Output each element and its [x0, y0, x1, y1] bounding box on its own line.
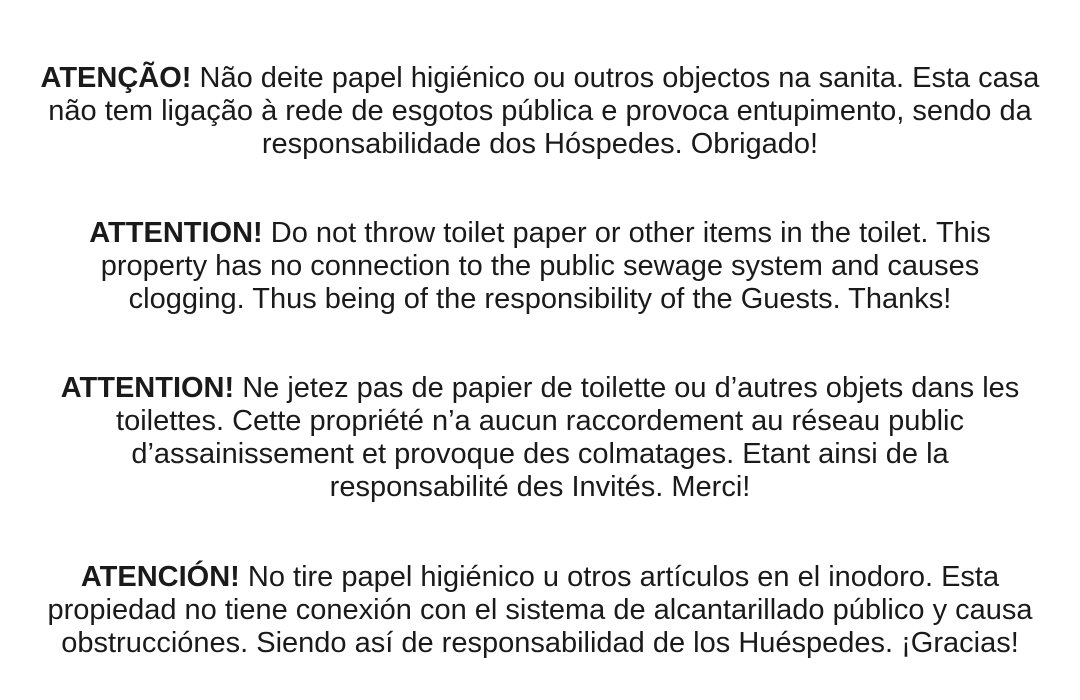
- notice-line: [41, 62, 1040, 95]
- notice-heading: ATTENTION!: [89, 217, 263, 249]
- notice-heading: ATENCIÓN!: [80, 561, 240, 593]
- notice-line: não tem ligação à rede de esgotos pública e provoca entupimento, sendo da: [48, 95, 1032, 127]
- notice-line: [89, 217, 990, 250]
- notice-line: clogging. Thus being of the responsibility of the Guests. Thanks!: [128, 283, 952, 315]
- notice-text: Não deite papel higiénico ou outros objectos na sanita. Esta casa: [191, 62, 1040, 94]
- notice-text: Ne jetez pas de papier de toilette ou d’autres objets dans les: [234, 372, 1020, 404]
- notice-line: responsabilité des Invités. Merci!: [329, 471, 751, 503]
- notice-french: [61, 372, 1020, 504]
- notice-line: [47, 561, 1032, 594]
- notice-line: obstrucciónes. Siendo así de responsabilidad de los Huéspedes. ¡Gracias!: [61, 627, 1019, 659]
- notice-line: property has no connection to the public sewage system and causes: [100, 250, 980, 282]
- notice-portuguese: [41, 62, 1040, 161]
- notice-spanish: [47, 561, 1032, 660]
- notice-english: [89, 217, 990, 316]
- notice-text: Do not throw toilet paper or other items in the toilet. This: [262, 217, 991, 249]
- notice-text: No tire papel higiénico u otros artículos en el inodoro. Esta: [239, 561, 1000, 593]
- notice-line: d’assainissement et provoque des colmatages. Etant ainsi de la: [131, 438, 949, 470]
- notice-line: [61, 372, 1020, 405]
- notice-line: responsabilidade dos Hóspedes. Obrigado!: [261, 128, 819, 160]
- notice-heading: ATENÇÃO!: [40, 62, 192, 94]
- notice-line: propiedad no tiene conexión con el sistema de alcantarillado público y causa: [47, 594, 1033, 626]
- notice-heading: ATTENTION!: [60, 372, 235, 404]
- notice-line: toilettes. Cette propriété n’a aucun raccordement au réseau public: [116, 405, 964, 437]
